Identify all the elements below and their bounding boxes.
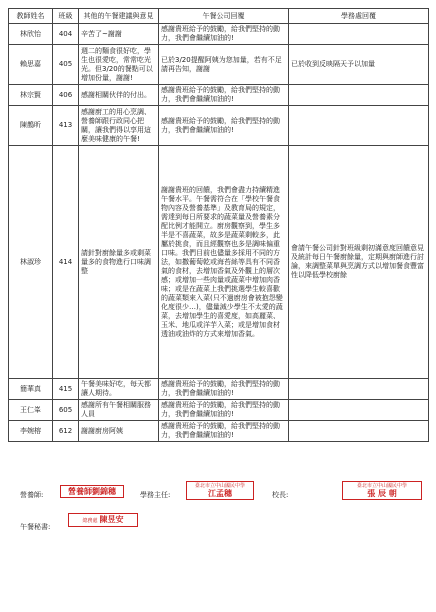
teacher-name: 李婉榕 (9, 421, 53, 442)
table-row (9, 146, 429, 379)
director-stamp (186, 481, 254, 500)
secretary-label: 午餐秘書: (20, 523, 51, 531)
secretary-stamp (68, 513, 138, 527)
principal-label: 校長: (272, 491, 289, 499)
director-label: 學務主任: (140, 491, 171, 499)
suggestion-text: 午餐美味好吃，每天都讓人期待。 (79, 379, 159, 400)
feedback-table (8, 8, 429, 442)
dietitian-stamp-name: 營養師劉錦穗 (68, 487, 116, 496)
principal-stamp-small: 臺北市立中山國民中學 (356, 483, 407, 489)
teacher-name: 簡華真 (9, 379, 53, 400)
secretary-stamp-name: 陳昱安 (99, 515, 124, 524)
class-number: 404 (53, 24, 79, 45)
office-reply-text (289, 400, 429, 421)
teacher-name: 王仁峯 (9, 400, 53, 421)
company-reply-text: 感謝貴班給予的鼓勵，給我們堅持的動力，我們會繼續加油的! (159, 106, 289, 146)
office-reply-text (289, 106, 429, 146)
dietitian-stamp (60, 485, 124, 498)
director-stamp-name: 江孟穗 (208, 489, 232, 498)
company-reply-text: 感謝貴班給予的鼓勵，給我們堅持的動力，我們會繼續加油的! (159, 421, 289, 442)
teacher-name: 林欣怡 (9, 24, 53, 45)
table-row (9, 45, 429, 85)
class-number: 612 (53, 421, 79, 442)
suggestion-text: 請針對廚餘量多或剩菜量多的食物進行口味調整 (79, 146, 159, 379)
suggestion-text: 感謝相關伙伴的付出。 (79, 85, 159, 106)
secretary-stamp-small: 總務處 (82, 518, 98, 524)
header-class: 班級 (53, 9, 79, 24)
company-reply-text: 感謝貴班給予的鼓勵，給我們堅持的動力，我們會繼續加油的! (159, 400, 289, 421)
class-number: 415 (53, 379, 79, 400)
table-row (9, 24, 429, 45)
class-number: 605 (53, 400, 79, 421)
table-row (9, 85, 429, 106)
company-reply-text: 感謝貴班給予的鼓勵，給我們堅持的動力，我們會繼續加油的! (159, 379, 289, 400)
header-suggestion: 其他的午餐建議與意見 (79, 9, 159, 24)
suggestion-text: 感謝所有午餐相關服務人員 (79, 400, 159, 421)
suggestion-text: 辛苦了~謝謝 (79, 24, 159, 45)
company-reply-text: 感謝貴班給予的鼓勵，給我們堅持的動力，我們會繼續加油的! (159, 24, 289, 45)
office-reply-text (289, 421, 429, 442)
class-number: 405 (53, 45, 79, 85)
office-reply-text (289, 85, 429, 106)
office-reply-text: 已於收到反映隔天予以加量 (289, 45, 429, 85)
suggestion-text: 謝謝廚房阿姨 (79, 421, 159, 442)
header-office-reply: 學務處回覆 (289, 9, 429, 24)
office-reply-text (289, 24, 429, 45)
table-row (9, 106, 429, 146)
teacher-name: 林淑珍 (9, 146, 53, 379)
table-header-row (9, 9, 429, 24)
suggestion-text: 感謝廚工的用心烹調、營養師跟行政同心把關，讓我們得以享用這麼美味健康的午餐! (79, 106, 159, 146)
table-row (9, 379, 429, 400)
header-teacher: 教師姓名 (9, 9, 53, 24)
teacher-name: 陳鵲昕 (9, 106, 53, 146)
class-number: 413 (53, 106, 79, 146)
office-reply-text (289, 379, 429, 400)
header-company-reply: 午餐公司回覆 (159, 9, 289, 24)
table-row (9, 400, 429, 421)
company-reply-text: 謝謝貴班的回饋，我們會盡力持續精進午餐水平。午餐需符合在「學校午餐食物內容及營養基準」及教育局的規定，需達到每日所要求的蔬菜量及營養素分配比例才能開立。廚房觀察到，學生多半是不喜蔬菜，故多是蔬菜剩較多，此屬於挑食，而且經觀察也多是調味偏重口味。我們目前也儘量多採用不同的方法，如撒葡萄乾或海苔絲等具有不同香氣的食材，去增加香氣及外觀上的層次感；或增加一些肉量或蔬菜中增加肉香味；或是在蔬菜上我們挑選學生較喜歡的蔬菜類來入菜(只不過廚房會被抱怨變化度很少…)，儘量減少學生不太愛的蔬菜，去增加學生的喜愛度，如高麗菜、玉米、地瓜或洋芋入菜；或是增加食材透油或油炸的方式來增加香氣。 (159, 146, 289, 379)
dietitian-label: 營養師: (20, 491, 44, 499)
director-stamp-small: 臺北市立中山國民中學 (194, 483, 245, 489)
teacher-name: 賴思嘉 (9, 45, 53, 85)
suggestion-text: 週二的麵食很好吃，學生也很愛吃，常常吃光光。但3/20的餐點可以增加份量，謝謝! (79, 45, 159, 85)
company-reply-text: 已於3/20提醒阿姨为您加量，若有不足請再告知，謝謝 (159, 45, 289, 85)
class-number: 406 (53, 85, 79, 106)
principal-stamp-name: 張 辰 朝 (367, 489, 397, 498)
class-number: 414 (53, 146, 79, 379)
teacher-name: 林宗賢 (9, 85, 53, 106)
principal-stamp (342, 481, 422, 500)
table-row (9, 421, 429, 442)
office-reply-text: 會請午餐公司針對班級剩初滿意度回饋意見及統計每日午餐廚餘量，定期與廚師進行討論，來調整菜單與烹調方式以增加餐食豐富性以降低學校廚餘 (289, 146, 429, 379)
company-reply-text: 感謝貴班給予的鼓勵，給我們堅持的動力，我們會繼續加油的! (159, 85, 289, 106)
